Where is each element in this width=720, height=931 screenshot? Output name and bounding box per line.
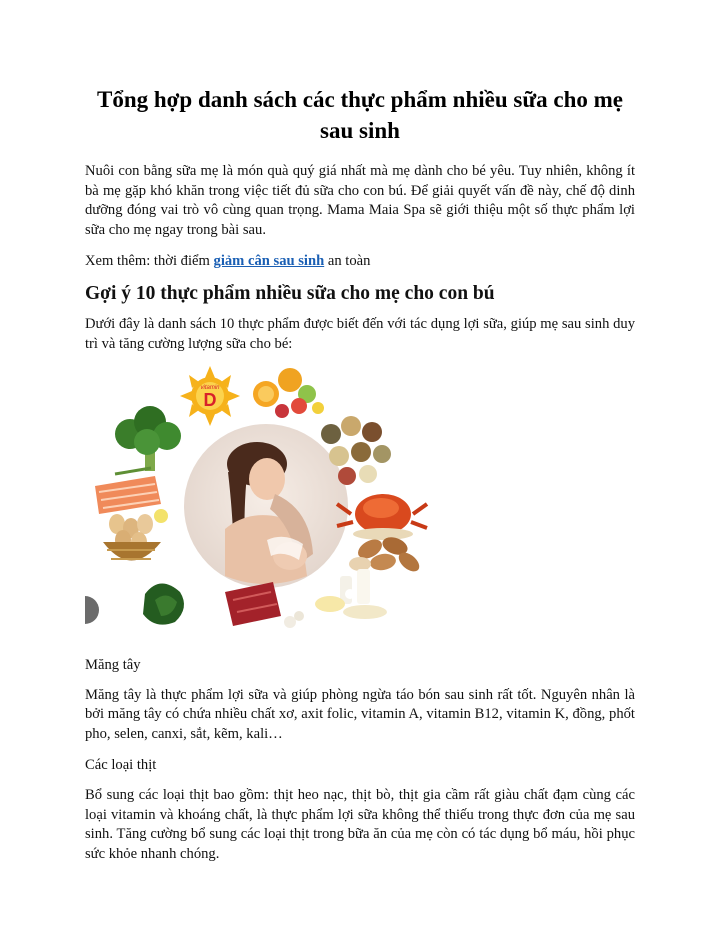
edge-circle-shape bbox=[85, 596, 99, 624]
item-label: Các loại thịt bbox=[85, 756, 157, 773]
eggs-basket-image bbox=[103, 514, 161, 561]
mother-baby-photo bbox=[184, 424, 348, 588]
vitamin-label: vitamin bbox=[200, 385, 220, 392]
foods-illustration-svg bbox=[85, 364, 445, 641]
page-title: Tổng hợp danh sách các thực phẩm nhiều sữa cho mẹ sau sinh bbox=[97, 87, 623, 143]
fruits-image bbox=[253, 368, 324, 418]
salmon-image bbox=[95, 468, 168, 523]
see-also-suffix: an toàn bbox=[324, 253, 371, 270]
broccoli-image bbox=[115, 406, 181, 471]
red-meat-image bbox=[225, 582, 304, 628]
dairy-image bbox=[315, 569, 387, 619]
list-intro-paragraph: Dưới đây là danh sách 10 thực phẩm được biết đến với tác dụng lợi sữa, giúp mẹ sau sinh duy trì và tăng cường lượng sữa cho bé: bbox=[85, 315, 635, 352]
section-heading: Gợi ý 10 thực phẩm nhiều sữa cho mẹ cho con bú bbox=[85, 282, 495, 304]
see-also-prefix: Xem thêm: thời điểm bbox=[85, 253, 214, 270]
almonds-image bbox=[349, 534, 423, 575]
item-label: Măng tây bbox=[85, 657, 141, 674]
vitamin-letter: D bbox=[203, 390, 217, 411]
article bbox=[85, 84, 635, 865]
foods-illustration bbox=[85, 364, 445, 641]
item-paragraph: Bổ sung các loại thịt bao gồm: thịt heo nạc, thịt bò, thịt gia cầm rất giàu chất đạm cùng các loại vitamin và khoáng chất, là thực phẩm lợi sữa không thể thiếu trong thực đơn của mẹ sau sinh. Tăng cường bổ sung các loại thịt trong bữa ăn của mẹ còn có tác dụng bổ máu, hồi phục sức khỏe nhanh chóng. bbox=[85, 787, 635, 862]
item-paragraph: Măng tây là thực phẩm lợi sữa và giúp phòng ngừa táo bón sau sinh rất tốt. Nguyên nhân là bởi măng tây có chứa nhiều chất xơ, axit folic, vitamin A, vitamin B12, vitamin K, đồng, phốt pho, selen, canxi, sắt, kẽm, kali… bbox=[85, 686, 635, 742]
see-also-line bbox=[85, 252, 635, 272]
intro-paragraph: Nuôi con bằng sữa mẹ là món quà quý giá nhất mà mẹ dành cho bé yêu. Tuy nhiên, không ít bà mẹ gặp khó khăn trong việc tiết đủ sữa cho con bú. Để giải quyết vấn đề này, chế độ dinh dưỡng đóng vai trò vô cùng quan trọng. Mama Maia Spa sẽ giới thiệu một số thực phẩm lợi sữa cho mẹ ngay trong bài sau. bbox=[85, 163, 635, 238]
crab-image bbox=[337, 494, 427, 540]
weight-loss-link[interactable]: giảm cân sau sinh bbox=[213, 253, 325, 270]
vitamin-d-sun-icon bbox=[180, 366, 240, 426]
seaweed-image bbox=[143, 584, 184, 625]
